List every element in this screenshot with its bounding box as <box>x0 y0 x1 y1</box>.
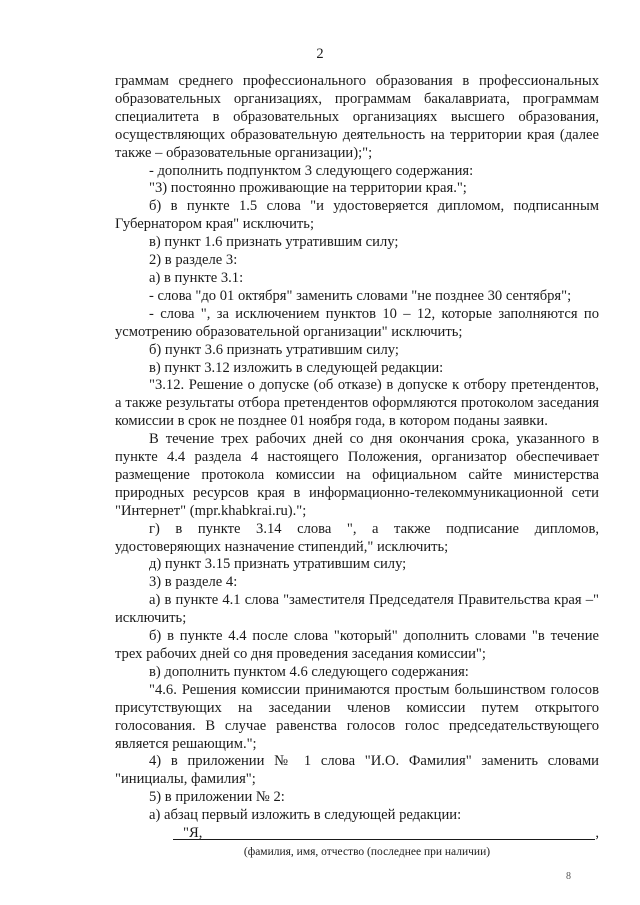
paragraph: - слова ", за исключением пунктов 10 – 12, которые заполняются по усмотрению образовательной организации" исключить; <box>115 305 599 340</box>
paragraph: д) пункт 3.15 признать утратившим силу; <box>149 556 407 573</box>
paragraph: а) абзац первый изложить в следующей редакции: <box>149 807 462 824</box>
signature-underline <box>173 839 595 840</box>
page-number: 2 <box>316 46 324 62</box>
paragraph: "3) постоянно проживающие на территории края."; <box>149 180 467 197</box>
paragraph: - слова "до 01 октября" заменить словами "не позднее 30 сентября"; <box>149 287 572 304</box>
paragraph: В течение трех рабочих дней со дня окончания срока, указанного в пункте 4.4 раздела 4 настоящего Положения, организатор обеспечивает размещение протокола комиссии на официальном сайте министерства природных ресурсов края в информационно-телекоммуникационной сети "Интернет" (mpr.khabkrai.ru)."; <box>115 431 599 519</box>
paragraph: в) пункт 3.12 изложить в следующей редакции: <box>149 359 444 376</box>
paragraph-list <box>115 73 599 825</box>
signature-line-open: "Я, <box>183 825 203 842</box>
paragraph: в) дополнить пунктом 4.6 следующего содержания: <box>149 663 469 680</box>
paragraph: б) в пункте 1.5 слова "и удостоверяется дипломом, подписанным Губернатором края" исключить; <box>115 198 599 233</box>
signature-line-close: , <box>595 825 599 842</box>
document-body <box>115 73 599 859</box>
paragraph: "4.6. Решения комиссии принимаются простым большинством голосов присутствующих на заседании членов комиссии путем открытого голосования. В случае равенства голосов голос председательствующего является решающим."; <box>115 681 599 752</box>
paragraph: б) в пункте 4.4 после слова "который" дополнить словами "в течение трех рабочих дней со дня проведения заседания комиссии"; <box>115 628 599 662</box>
paragraph: граммам среднего профессионального образования в профессиональных образовательных организациях, программам бакалавриата, программам специалитета в образовательных организациях высшего образования, осуществляющих образовательную деятельность на территории края (далее также – образовательные организации);"; <box>115 73 599 161</box>
paragraph: 3) в разделе 4: <box>149 574 238 591</box>
signature-line <box>115 825 599 843</box>
paragraph: - дополнить подпунктом 3 следующего содержания: <box>149 162 474 179</box>
paragraph: "3.12. Решение о допуске (об отказе) в допуске к отбору претендентов, а также результаты отбора претендентов оформляются протоколом заседания комиссии в срок не позднее 01 ноября года, в котором поданы заявки. <box>115 377 599 430</box>
paragraph: а) в пункте 4.1 слова "заместителя Председателя Правительства края –" исключить; <box>115 592 599 627</box>
paragraph: г) в пункте 3.14 слова ", а также подписание дипломов, удостоверяющих назначение стипендий," исключить; <box>115 520 599 555</box>
paragraph: 2) в разделе 3: <box>149 252 238 269</box>
paragraph: 5) в приложении № 2: <box>149 789 285 806</box>
paragraph: б) пункт 3.6 признать утратившим силу; <box>149 341 399 358</box>
footer-mark: 8 <box>566 871 571 882</box>
paragraph: 4) в приложении № 1 слова "И.О. Фамилия" заменить словами "инициалы, фамилия"; <box>115 753 599 788</box>
paragraph: а) в пункте 3.1: <box>149 269 244 286</box>
signature-caption: (фамилия, имя, отчество (последнее при наличии) <box>243 846 491 859</box>
paragraph: в) пункт 1.6 признать утратившим силу; <box>149 234 399 251</box>
